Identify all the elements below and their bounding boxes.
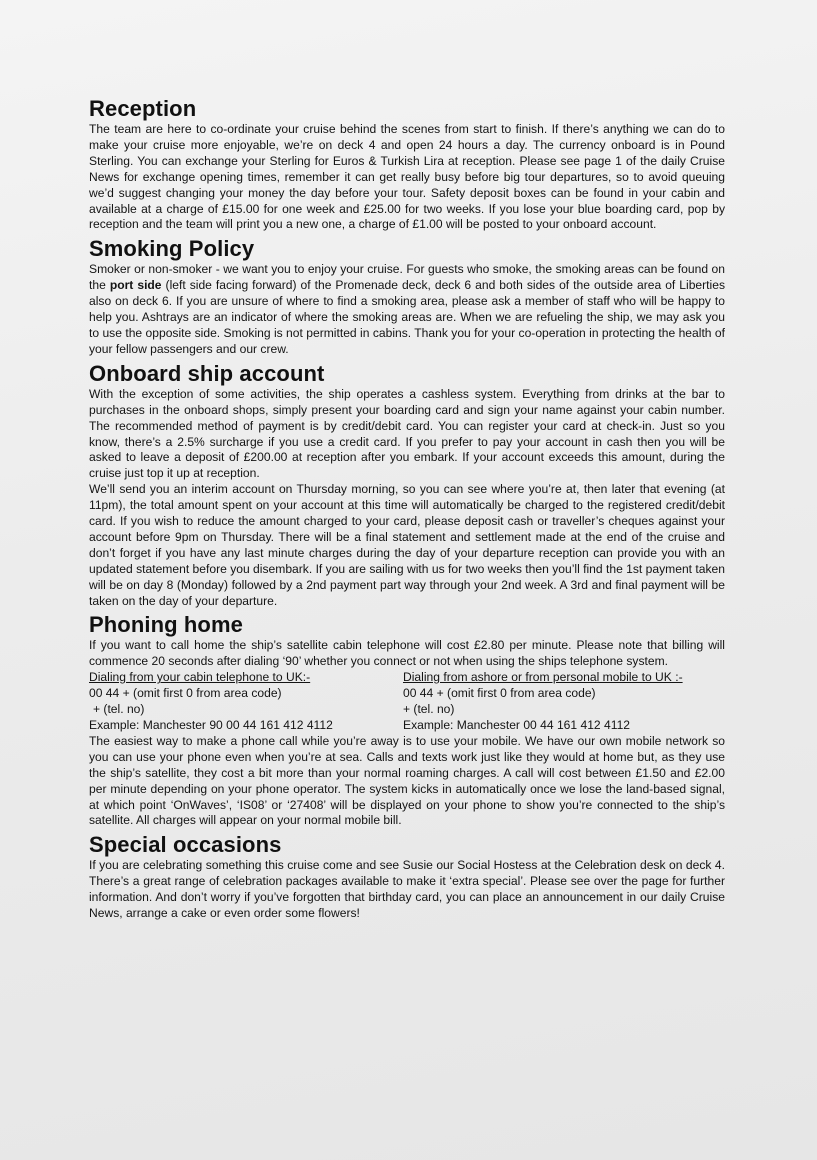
dialing-ashore-line-1: 00 44 + (omit first 0 from area code) — [403, 686, 596, 701]
dialing-ashore-example: Example: Manchester 00 44 161 412 4112 — [403, 718, 631, 732]
smoking-body — [89, 262, 725, 357]
reception-section — [89, 96, 725, 233]
dialing-ashore-column — [403, 670, 725, 734]
smoking-body-pre: Smoker or non-smoker - we want you to enjoy your cruise. For guests who smoke, the smoking areas can be found on the — [89, 262, 725, 293]
occasions-section — [89, 832, 725, 922]
smoking-heading: Smoking Policy — [89, 236, 255, 262]
phoning-mobile-body: The easiest way to make a phone call while you’re away is to use your mobile. We have our own mobile network so you can use your phone even when you’re at sea. Calls and texts work just like they would at home but, as they use the ship’s satellite, they cost a bit more than your normal roaming charges. A call will cost between £1.50 and £2.00 per minute depending on your phone operator. The system kicks in automatically once we lose the land-based signal, at which point ‘OnWaves’, ‘IS08’ or ‘27408’ will be displayed on your phone to show you’re connected to the ship’s satellite. All charges will appear on your normal mobile bill. — [89, 733, 725, 828]
smoking-body-post: (left side facing forward) of the Promenade deck, deck 6 and both sides of the outside area of Liberties also on deck 6. If you are unsure of where to find a smoking area, please ask a member of staff who will be happy to help you. Ashtrays are an indicator of where the smoking areas are. When we are refueling the ship, we may ask you to use the opposite side. Smoking is not permitted in cabins. Thank you for your co-operation in protecting the health of your fellow passengers and our crew. — [89, 278, 725, 356]
smoking-section — [89, 236, 725, 357]
dialing-ashore-line-2: + (tel. no) — [403, 702, 455, 717]
account-para-1: With the exception of some activities, the ship operates a cashless system. Everything from drinks at the bar to purchases in the onboard shops, simply present your boarding card and sign your name against your cabin number. The recommended method of payment is by credit/debit card. You can register your card at check-in. Just so you know, there’s a 2.5% surcharge if you use a credit card. If you prefer to pay your account in cash then you will be asked to leave a deposit of £200.00 at reception after you embark. If your account exceeds this amount, during the cruise just top it up at reception. — [89, 386, 725, 481]
phoning-heading: Phoning home — [89, 612, 243, 638]
dialing-cabin-line-2: + (tel. no) — [93, 702, 145, 717]
reception-heading: Reception — [89, 96, 197, 121]
dialing-cabin-line-1: 00 44 + (omit first 0 from area code) — [89, 686, 282, 701]
reception-body: The team are here to co-ordinate your cruise behind the scenes from start to finish. If there’s anything we can do to make your cruise more enjoyable, we’re on deck 4 and open 24 hours a day. The currency onboard is in Pound Sterling. You can exchange your Sterling for Euros & Turkish Lira at reception. Please see page 1 of the daily Cruise News for exchange opening times, remember it can get really busy before big tour departures, so to avoid queuing we’d suggest changing your money the day before your tour. Safety deposit boxes can be found in your cabin and available at a charge of £15.00 for one week and £25.00 for two weeks. If you lose your blue boarding card, pop by reception and the team will print you a new one, a charge of £1.00 will be posted to your onboard account. — [89, 122, 725, 232]
dialing-cabin-title: Dialing from your cabin telephone to UK:- — [89, 670, 311, 685]
dialing-ashore-title: Dialing from ashore or from personal mobile to UK :- — [403, 670, 683, 685]
phoning-section — [89, 612, 725, 829]
dialing-instructions — [89, 670, 725, 734]
smoking-port-side: port side — [109, 278, 162, 293]
account-para-2: We’ll send you an interim account on Thursday morning, so you can see where you’re at, then later that evening (at 11pm), the total amount spent on your account at this time will automatically be charged to the registered credit/debit card. If you wish to reduce the amount charged to your card, please deposit cash or traveller’s cheques against your account before 9pm on Thursday. There will be a final statement and settlement made at the end of the cruise and don’t forget if you have any last minute charges during the day of your departure reception can provide you with an updated statement before you disembark. If you are sailing with us for two weeks then you’ll find the 1st payment taken will be on day 8 (Monday) followed by a 2nd payment part way through your 2nd week. A 3rd and final payment will be taken on the day of your departure. — [89, 482, 725, 608]
account-heading: Onboard ship account — [89, 360, 325, 386]
occasions-body: If you are celebrating something this cruise come and see Susie our Social Hostess at the Celebration desk on deck 4. There’s a great range of celebration packages available to make it ‘extra special’. Please see over the page for further information. And don’t worry if you’ve forgotten that birthday card, you can place an announcement in our daily Cruise News, arrange a cake or even order some flowers! — [89, 858, 725, 921]
dialing-cabin-example: Example: Manchester 90 00 44 161 412 4112 — [89, 718, 333, 732]
dialing-cabin-column — [89, 670, 403, 734]
occasions-heading: Special occasions — [89, 832, 282, 858]
account-section — [89, 361, 725, 610]
phoning-intro: If you want to call home the ship’s satellite cabin telephone will cost £2.80 per minute. Please note that billing will commence 20 seconds after dialing ‘90’ whether you connect or not when using the ships telephone system. — [89, 638, 725, 669]
